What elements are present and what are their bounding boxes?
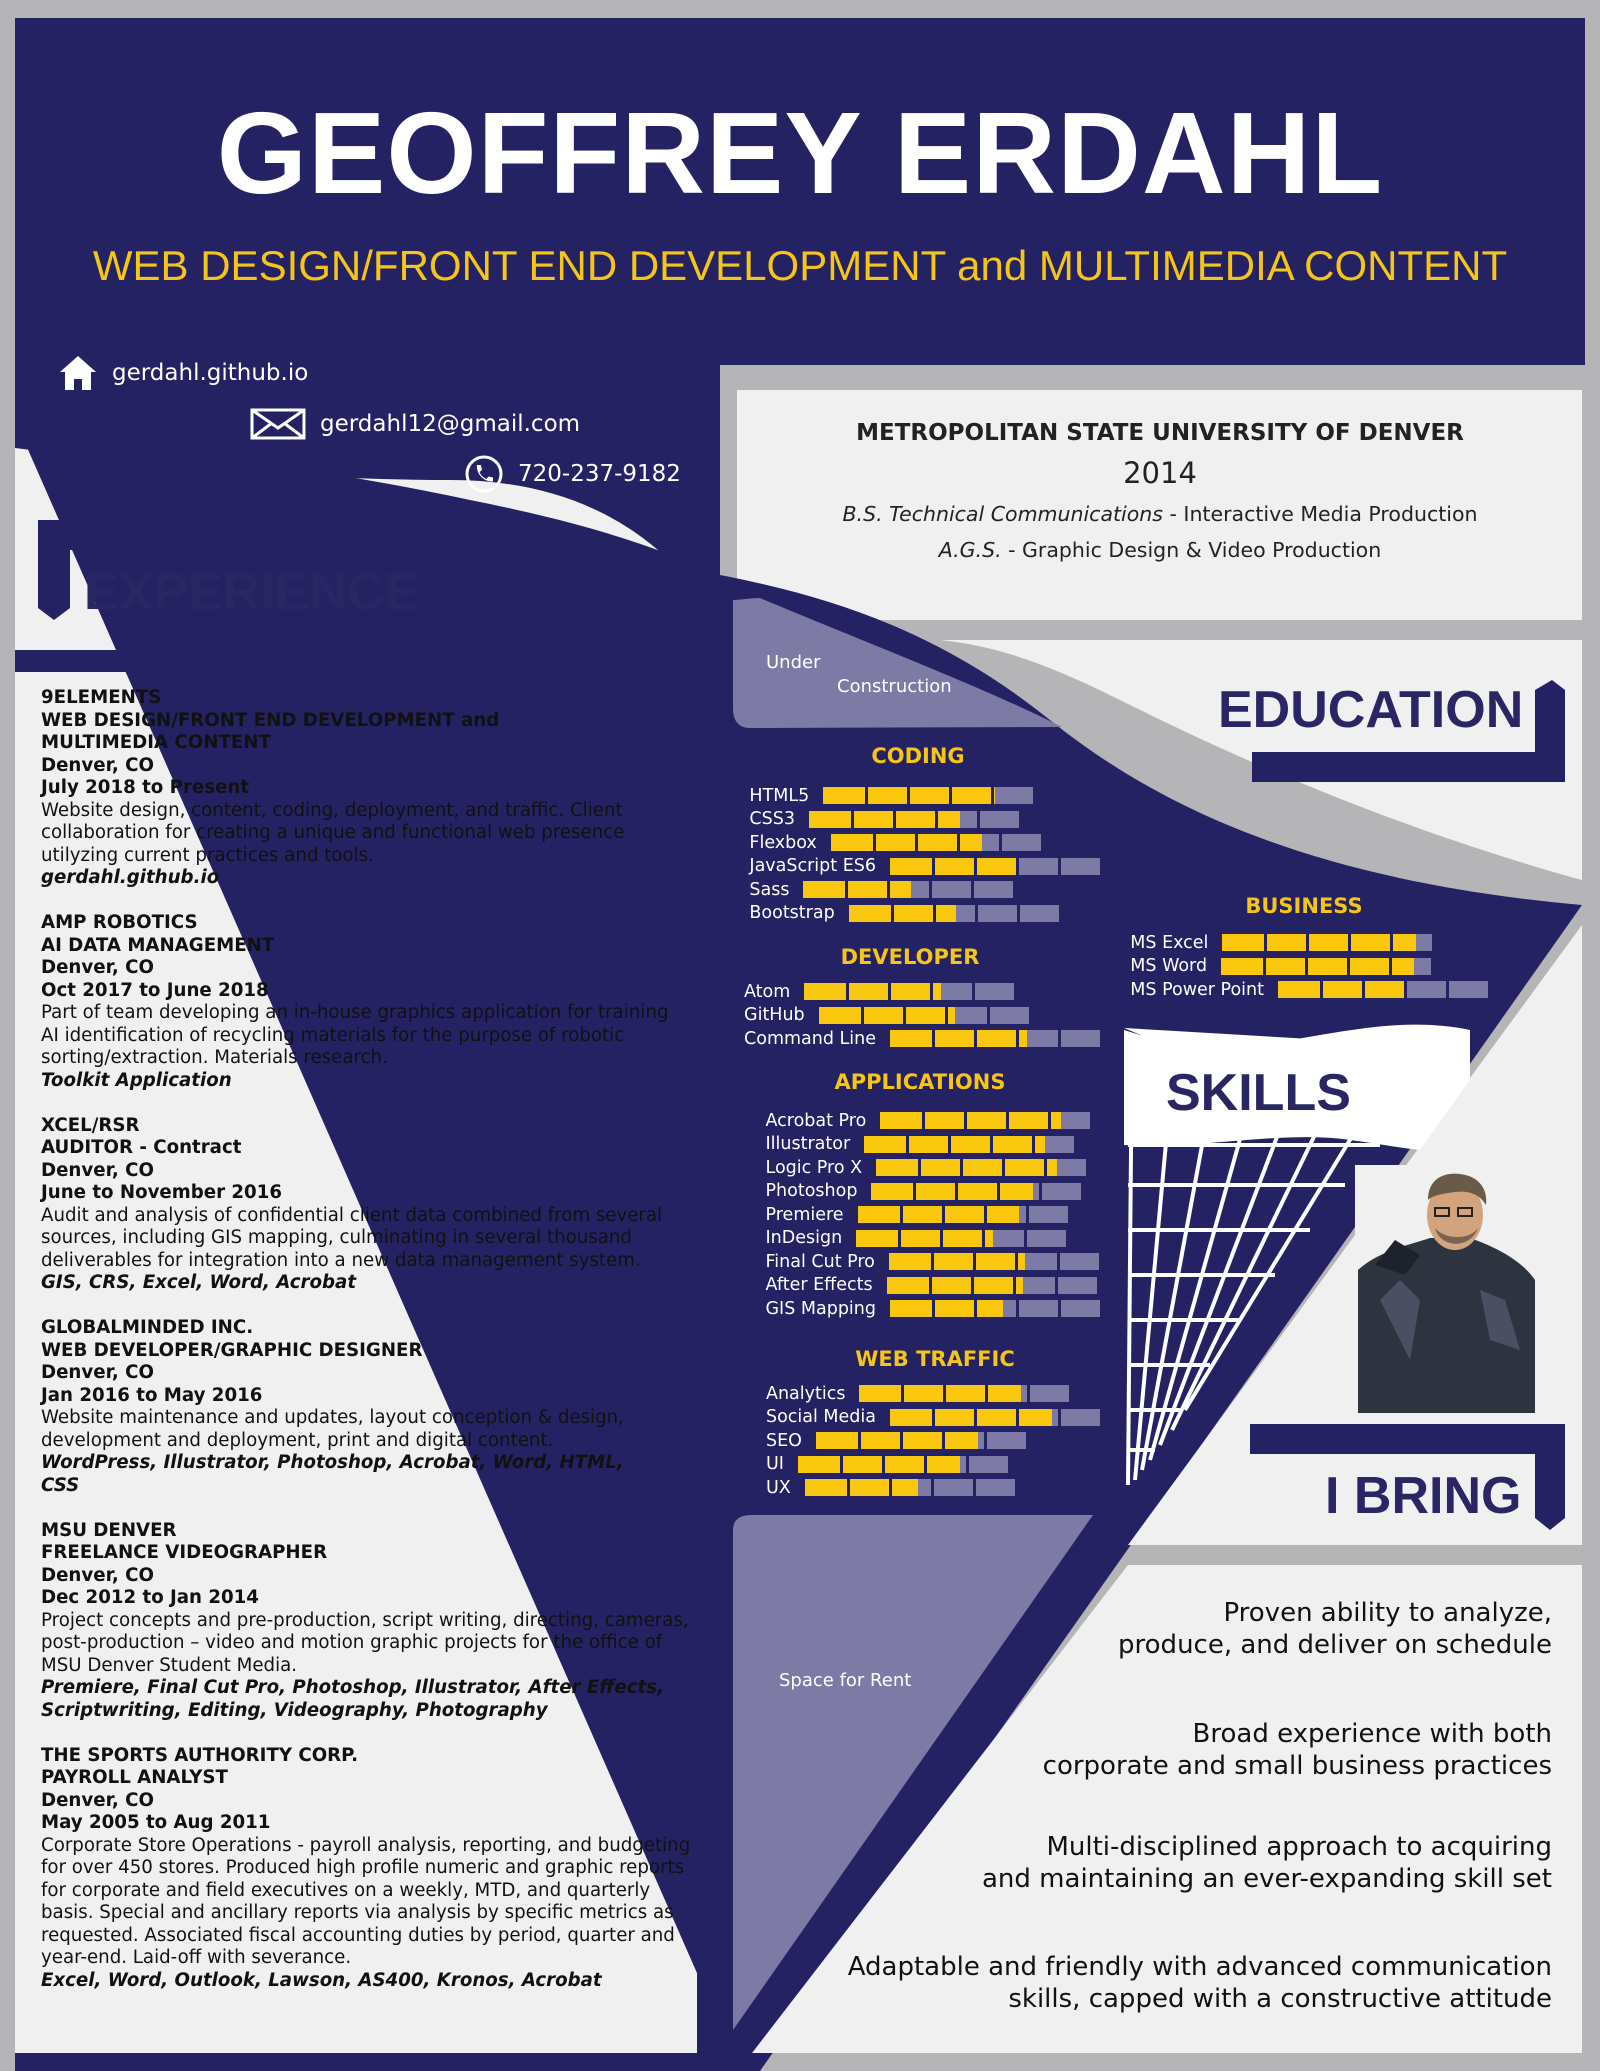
job-description: Project concepts and pre-production, script writing, directing, cameras, post-production – video and motion graphic projects for the office of MSU Denver Student Media. bbox=[41, 1609, 689, 1676]
skill-bar-divider bbox=[940, 1230, 943, 1247]
skill-label: Analytics bbox=[765, 1383, 846, 1404]
skill-bar-divider bbox=[1016, 1030, 1019, 1047]
job-company: AMP ROBOTICS bbox=[41, 912, 198, 933]
candidate-tagline: WEB DESIGN/FRONT END DEVELOPMENT and MULTIMEDIA CONTENT bbox=[92, 242, 1508, 289]
skill-category-title: CODING bbox=[871, 744, 965, 768]
skill-bar-fill bbox=[890, 1409, 1052, 1426]
skill-bar-fill bbox=[1278, 981, 1406, 998]
skill-bar-track bbox=[890, 1030, 1100, 1047]
skill-row bbox=[749, 878, 1100, 902]
skill-bar-track bbox=[887, 1277, 1097, 1294]
skill-row bbox=[1130, 931, 1488, 955]
skill-bar-divider bbox=[974, 1030, 977, 1047]
skill-bar-divider bbox=[1446, 981, 1449, 998]
skill-bar-track bbox=[798, 1456, 1008, 1473]
skill-bar-fill bbox=[858, 1206, 1020, 1223]
skill-label: Logic Pro X bbox=[765, 1157, 863, 1178]
skill-bar-divider bbox=[972, 983, 975, 1000]
i-bring-line: Multi-disciplined approach to acquiring bbox=[1046, 1832, 1552, 1862]
skill-bar-track bbox=[858, 1206, 1068, 1223]
skill-bar-divider bbox=[851, 811, 854, 828]
skill-list-applications bbox=[766, 1109, 1101, 1321]
job-title: FREELANCE VIDEOGRAPHER bbox=[41, 1542, 328, 1563]
skill-bar-divider bbox=[990, 1136, 993, 1153]
skill-bar-track bbox=[880, 1112, 1090, 1129]
job-location: Denver, CO bbox=[41, 754, 154, 776]
skill-bar-divider bbox=[999, 834, 1002, 851]
skill-bar-divider bbox=[907, 787, 910, 804]
job-dates: Dec 2012 to Jan 2014 bbox=[41, 1587, 259, 1608]
skill-label: Premiere bbox=[765, 1204, 844, 1225]
phone-text[interactable]: 720-237-9182 bbox=[518, 461, 681, 487]
skills-heading: SKILLS bbox=[1166, 1064, 1351, 1122]
skill-bar-fill bbox=[859, 1385, 1021, 1402]
skill-row bbox=[1130, 978, 1488, 1002]
skill-bar-divider bbox=[845, 881, 848, 898]
degree-1-detail: - Interactive Media Production bbox=[1162, 502, 1478, 526]
skill-bar-fill bbox=[1221, 958, 1414, 975]
education-heading: EDUCATION bbox=[1218, 681, 1524, 739]
skill-label: Sass bbox=[749, 879, 790, 900]
degree-2 bbox=[735, 538, 1585, 562]
job-dates: Jan 2016 to May 2016 bbox=[41, 1384, 263, 1406]
contact-email[interactable] bbox=[250, 408, 580, 440]
skill-label: UI bbox=[765, 1454, 784, 1475]
skill-label: CSS3 bbox=[749, 809, 795, 830]
job-title: AI DATA MANAGEMENT bbox=[41, 934, 275, 956]
skill-bar-divider bbox=[942, 1432, 945, 1449]
job-tools: Toolkit Application bbox=[41, 1069, 232, 1091]
skill-bar-track bbox=[849, 905, 1059, 922]
skill-bar-divider bbox=[1263, 958, 1266, 975]
experience-heading: EXPERIENCE bbox=[84, 563, 420, 621]
i-bring-line: Broad experience with both bbox=[1192, 1719, 1552, 1749]
skill-bar-fill bbox=[798, 1456, 960, 1473]
profile-photo bbox=[1355, 1165, 1540, 1413]
skill-label: HTML5 bbox=[749, 785, 810, 806]
skill-bar-divider bbox=[906, 1136, 909, 1153]
skill-label: Atom bbox=[744, 981, 791, 1002]
skill-label: InDesign bbox=[765, 1228, 843, 1249]
job-dates: May 2005 to Aug 2011 bbox=[41, 1812, 271, 1833]
skill-category-title: WEB TRAFFIC bbox=[855, 1347, 1015, 1371]
skill-bar-track bbox=[876, 1159, 1086, 1176]
skill-label: JavaScript ES6 bbox=[749, 856, 876, 877]
skill-bar-divider bbox=[942, 1206, 945, 1223]
skill-row bbox=[766, 1429, 1100, 1453]
skill-label: Social Media bbox=[765, 1407, 876, 1428]
phone-icon bbox=[464, 454, 504, 494]
skill-bar-divider bbox=[918, 1159, 921, 1176]
skill-bar-fill bbox=[890, 1030, 1027, 1047]
skill-bar-divider bbox=[974, 858, 977, 875]
job-company: 9ELEMENTS bbox=[41, 687, 162, 708]
skill-row bbox=[749, 808, 1100, 832]
job-company: THE SPORTS AUTHORITY CORP. bbox=[41, 1744, 359, 1766]
skill-bar-divider bbox=[977, 811, 980, 828]
job-item bbox=[41, 1115, 691, 1295]
skill-list-developer bbox=[744, 980, 1100, 1051]
skill-row bbox=[749, 784, 1100, 808]
i-bring-line: and maintaining an ever-expanding skill set bbox=[982, 1864, 1552, 1894]
skill-bar-divider bbox=[1024, 1230, 1027, 1247]
i-bring-heading: I BRING bbox=[1325, 1467, 1522, 1525]
skill-bar-divider bbox=[1389, 958, 1392, 975]
skill-row bbox=[1130, 955, 1488, 979]
skill-row bbox=[749, 902, 1100, 926]
skill-bar-divider bbox=[975, 905, 978, 922]
skill-bar-divider bbox=[1347, 958, 1350, 975]
skill-bar-divider bbox=[960, 1159, 963, 1176]
graduation-year: 2014 bbox=[1123, 456, 1197, 490]
website-text[interactable]: gerdahl.github.io bbox=[112, 360, 309, 386]
skill-bar-track bbox=[816, 1432, 1026, 1449]
home-icon bbox=[58, 354, 98, 392]
job-title: AUDITOR - Contract bbox=[41, 1137, 242, 1158]
skill-bar-track bbox=[859, 1385, 1069, 1402]
skill-bar-divider bbox=[1013, 1277, 1016, 1294]
skill-bar-divider bbox=[1015, 1253, 1018, 1270]
skill-bar-divider bbox=[974, 1409, 977, 1426]
envelope-icon bbox=[250, 408, 306, 440]
job-location: Denver, CO bbox=[41, 1564, 154, 1586]
job-item bbox=[41, 912, 691, 1092]
job-location: Denver, CO bbox=[41, 1789, 154, 1811]
skill-bar-divider bbox=[1055, 1277, 1058, 1294]
skill-bar-divider bbox=[915, 834, 918, 851]
skill-bar-divider bbox=[935, 811, 938, 828]
skill-bar-track bbox=[864, 1136, 1074, 1153]
placeholder-top-line2: Construction bbox=[837, 676, 952, 697]
job-title: WEB DESIGN/FRONT END DEVELOPMENT and MULTIMEDIA CONTENT bbox=[41, 709, 500, 753]
skill-row bbox=[766, 1297, 1101, 1321]
skill-category-title: BUSINESS bbox=[1245, 894, 1363, 918]
skill-bar-divider bbox=[948, 1136, 951, 1153]
job-company: MSU DENVER bbox=[41, 1519, 177, 1541]
skill-label: MS Word bbox=[1130, 956, 1208, 977]
skill-bar-divider bbox=[991, 787, 994, 804]
skill-bar-divider bbox=[932, 858, 935, 875]
skill-bar-track bbox=[890, 1409, 1100, 1426]
skill-bar-fill bbox=[890, 858, 1018, 875]
i-bring-line: Proven ability to analyze, bbox=[1223, 1598, 1552, 1628]
skill-list-web-traffic bbox=[766, 1382, 1100, 1500]
i-bring-line: Adaptable and friendly with advanced communication bbox=[847, 1952, 1552, 1982]
skill-row bbox=[744, 1027, 1100, 1051]
skill-bar-divider bbox=[1404, 981, 1407, 998]
skill-bar-fill bbox=[889, 1253, 1026, 1270]
job-company: XCEL/RSR bbox=[41, 1114, 140, 1136]
job-dates: June to November 2016 bbox=[41, 1182, 282, 1203]
skill-bar-divider bbox=[1027, 1385, 1030, 1402]
skill-bar-fill bbox=[816, 1432, 978, 1449]
skill-bar-track bbox=[1221, 958, 1431, 975]
skill-label: Command Line bbox=[744, 1028, 876, 1049]
skill-bar-divider bbox=[930, 983, 933, 1000]
degree-1-name: B.S. Technical Communications bbox=[842, 502, 1163, 526]
skill-row bbox=[766, 1274, 1101, 1298]
skill-bar-divider bbox=[984, 1206, 987, 1223]
job-location: Denver, CO bbox=[41, 1362, 154, 1383]
skill-bar-divider bbox=[889, 1479, 892, 1496]
skill-row bbox=[749, 855, 1100, 879]
skill-bar-divider bbox=[1026, 1206, 1029, 1223]
skill-bar-divider bbox=[955, 1183, 958, 1200]
job-company: GLOBALMINDED INC. bbox=[41, 1317, 254, 1338]
i-bring-line: skills, capped with a constructive attitude bbox=[1008, 1984, 1552, 2014]
skill-label: Acrobat Pro bbox=[765, 1110, 867, 1131]
skill-bar-divider bbox=[973, 1479, 976, 1496]
job-item bbox=[41, 1520, 691, 1723]
skill-bar-divider bbox=[1002, 1159, 1005, 1176]
job-dates: July 2018 to Present bbox=[41, 777, 250, 798]
job-tools: Premiere, Final Cut Pro, Photoshop, Illustrator, After Effects, Scriptwriting, Editing, Videography, Photography bbox=[41, 1677, 664, 1721]
skill-bar-fill bbox=[856, 1230, 993, 1247]
skill-bar-divider bbox=[964, 1112, 967, 1129]
skill-bar-divider bbox=[1044, 1159, 1047, 1176]
skill-bar-divider bbox=[949, 787, 952, 804]
school-name: METROPOLITAN STATE UNIVERSITY OF DENVER bbox=[856, 420, 1464, 446]
job-item bbox=[41, 687, 691, 890]
skill-bar-divider bbox=[929, 881, 932, 898]
skill-bar-divider bbox=[932, 1030, 935, 1047]
job-tools: gerdahl.github.io bbox=[41, 867, 220, 888]
skill-label: GIS Mapping bbox=[765, 1298, 876, 1319]
skill-label: SEO bbox=[765, 1430, 802, 1451]
skill-row bbox=[766, 1453, 1100, 1477]
skill-bar-divider bbox=[1016, 1300, 1019, 1317]
skill-bar-divider bbox=[900, 1432, 903, 1449]
skill-bar-divider bbox=[898, 1230, 901, 1247]
skill-row bbox=[766, 1476, 1100, 1500]
skill-bar-divider bbox=[891, 905, 894, 922]
skill-bar-divider bbox=[1032, 1136, 1035, 1153]
skill-bar-track bbox=[890, 858, 1100, 875]
i-bring-line: corporate and small business practices bbox=[1042, 1751, 1552, 1781]
skill-bar-divider bbox=[1039, 1183, 1042, 1200]
skill-row bbox=[749, 831, 1100, 855]
skill-label: Photoshop bbox=[765, 1181, 858, 1202]
job-description: Website design, content, coding, deployment, and traffic. Client collaboration for creating a unique and functional web presence utilyzing current practices and tools. bbox=[41, 799, 625, 866]
degree-2-name: A.G.S. bbox=[938, 538, 1002, 562]
skill-row bbox=[744, 980, 1100, 1004]
skill-bar-divider bbox=[1390, 934, 1393, 951]
skill-bar-divider bbox=[966, 1456, 969, 1473]
skill-bar-divider bbox=[1006, 1112, 1009, 1129]
skill-bar-divider bbox=[887, 881, 890, 898]
skill-bar-divider bbox=[974, 1300, 977, 1317]
skill-bar-divider bbox=[1016, 858, 1019, 875]
skill-bar-divider bbox=[1058, 1300, 1061, 1317]
skill-bar-track bbox=[831, 834, 1041, 851]
skill-label: Bootstrap bbox=[749, 903, 835, 924]
i-bring-point bbox=[848, 1951, 1552, 2015]
skill-bar-track bbox=[856, 1230, 1066, 1247]
skill-row bbox=[766, 1203, 1101, 1227]
skill-bar-divider bbox=[932, 1300, 935, 1317]
skill-bar-fill bbox=[804, 983, 941, 1000]
skill-bar-divider bbox=[945, 1007, 948, 1024]
degree-1 bbox=[735, 502, 1585, 526]
skill-bar-divider bbox=[865, 787, 868, 804]
skill-bar-fill bbox=[819, 1007, 956, 1024]
job-description: Audit and analysis of confidential client data combined from several sources, including GIS mapping, culminating in several thousand deliverables for integration into a new data management system. bbox=[41, 1204, 663, 1271]
skill-row bbox=[766, 1227, 1101, 1251]
skill-bar-divider bbox=[901, 1385, 904, 1402]
skill-bar-divider bbox=[847, 1479, 850, 1496]
skill-bar-divider bbox=[1016, 1409, 1019, 1426]
skill-bar-divider bbox=[985, 1385, 988, 1402]
skill-label: UX bbox=[765, 1477, 791, 1498]
job-item bbox=[41, 1317, 691, 1497]
skill-category-title: APPLICATIONS bbox=[834, 1070, 1006, 1094]
skill-bar-fill bbox=[880, 1112, 1061, 1129]
skill-bar-divider bbox=[1264, 934, 1267, 951]
skill-bar-divider bbox=[888, 983, 891, 1000]
job-item bbox=[41, 1745, 691, 1993]
skill-row bbox=[766, 1406, 1100, 1430]
skill-row bbox=[766, 1250, 1101, 1274]
skill-bar-track bbox=[823, 787, 1033, 804]
job-location: Denver, CO bbox=[41, 957, 154, 978]
skill-bar-divider bbox=[933, 905, 936, 922]
skill-bar-divider bbox=[922, 1112, 925, 1129]
skill-label: Flexbox bbox=[749, 832, 817, 853]
skill-bar-divider bbox=[982, 1230, 985, 1247]
skill-bar-fill bbox=[864, 1136, 1045, 1153]
skill-bar-track bbox=[803, 881, 1013, 898]
contact-phone[interactable] bbox=[464, 454, 681, 494]
email-text[interactable]: gerdahl12@gmail.com bbox=[320, 411, 581, 437]
skill-bar-divider bbox=[1058, 1409, 1061, 1426]
skill-list-coding bbox=[749, 784, 1100, 925]
skill-bar-track bbox=[819, 1007, 1029, 1024]
skill-bar-divider bbox=[997, 1183, 1000, 1200]
education-block bbox=[735, 420, 1585, 562]
skill-bar-divider bbox=[929, 1277, 932, 1294]
skill-bar-fill bbox=[1222, 934, 1415, 951]
skill-bar-track bbox=[1278, 981, 1488, 998]
skill-bar-divider bbox=[957, 834, 960, 851]
skill-bar-divider bbox=[1306, 934, 1309, 951]
i-bring-point bbox=[1118, 1597, 1552, 1661]
job-tools: Excel, Word, Outlook, Lawson, AS400, Kronos, Acrobat bbox=[41, 1969, 602, 1991]
skill-bar-divider bbox=[971, 1277, 974, 1294]
skill-bar-divider bbox=[932, 1409, 935, 1426]
skill-bar-divider bbox=[913, 1183, 916, 1200]
skill-bar-fill bbox=[887, 1277, 1024, 1294]
skill-bar-track bbox=[871, 1183, 1081, 1200]
skill-bar-fill bbox=[871, 1183, 1033, 1200]
job-description: Corporate Store Operations - payroll analysis, reporting, and budgeting for over 450 stores. Produced high profile numeric and graphic reports for corporate and field executives on a weekly, MTD, and quarterly basis. Special and ancillary reports via analysis by specific metrics as requested. Associated fiscal accounting duties by period, quarter and year-end. Laid-off with severance. bbox=[41, 1834, 691, 1968]
job-description: Website maintenance and updates, layout conception & design, development and deployment, print and digital content. bbox=[41, 1407, 624, 1451]
skill-bar-fill bbox=[890, 1300, 1003, 1317]
skill-label: Illustrator bbox=[765, 1134, 851, 1155]
job-dates: Oct 2017 to June 2018 bbox=[41, 979, 269, 1001]
job-location: Denver, CO bbox=[41, 1159, 154, 1181]
job-description: Part of team developing an in-house graphics application for training AI identification of recycling materials for the purpose of robotic sorting/extraction. Materials research. bbox=[41, 1002, 669, 1068]
skill-bar-divider bbox=[943, 1385, 946, 1402]
skill-bar-divider bbox=[1320, 981, 1323, 998]
job-title: WEB DEVELOPER/GRAPHIC DESIGNER bbox=[41, 1339, 423, 1361]
skill-bar-divider bbox=[1048, 1112, 1051, 1129]
placeholder-bottom-text: Space for Rent bbox=[779, 1670, 912, 1691]
degree-2-detail: - Graphic Design & Video Production bbox=[1001, 538, 1382, 562]
skill-bar-divider bbox=[873, 834, 876, 851]
skill-label: Final Cut Pro bbox=[765, 1251, 875, 1272]
skill-bar-track bbox=[889, 1253, 1099, 1270]
skill-bar-divider bbox=[973, 1253, 976, 1270]
i-bring-line: produce, and deliver on schedule bbox=[1118, 1630, 1552, 1660]
skill-category-title: DEVELOPER bbox=[840, 945, 980, 969]
skill-bar-fill bbox=[803, 881, 910, 898]
skill-bar-divider bbox=[858, 1432, 861, 1449]
skill-row bbox=[766, 1109, 1101, 1133]
skill-bar-fill bbox=[805, 1479, 918, 1496]
candidate-name: GEOFFREY ERDAHL bbox=[216, 88, 1384, 218]
skill-bar-fill bbox=[849, 905, 956, 922]
skill-row bbox=[766, 1156, 1101, 1180]
skill-bar-divider bbox=[1058, 1030, 1061, 1047]
experience-list bbox=[41, 687, 691, 2015]
skill-bar-divider bbox=[971, 881, 974, 898]
skill-label: GitHub bbox=[744, 1005, 805, 1026]
skill-bar-track bbox=[809, 811, 1019, 828]
skill-row bbox=[766, 1133, 1101, 1157]
skill-bar-fill bbox=[876, 1159, 1057, 1176]
job-tools: WordPress, Illustrator, Photoshop, Acrobat, Word, HTML, CSS bbox=[41, 1452, 624, 1496]
job-tools: GIS, CRS, Excel, Word, Acrobat bbox=[41, 1272, 357, 1293]
i-bring-point bbox=[1043, 1718, 1552, 1782]
skill-bar-divider bbox=[893, 811, 896, 828]
skill-bar-divider bbox=[900, 1206, 903, 1223]
skill-label: After Effects bbox=[765, 1275, 873, 1296]
skill-bar-divider bbox=[1058, 858, 1061, 875]
skill-bar-divider bbox=[987, 1007, 990, 1024]
skill-bar-divider bbox=[1362, 981, 1365, 998]
skill-bar-divider bbox=[931, 1479, 934, 1496]
skill-bar-divider bbox=[924, 1456, 927, 1473]
skill-bar-track bbox=[890, 1300, 1100, 1317]
skill-bar-divider bbox=[903, 1007, 906, 1024]
skill-bar-divider bbox=[882, 1456, 885, 1473]
skill-bar-track bbox=[1222, 934, 1432, 951]
skill-bar-divider bbox=[861, 1007, 864, 1024]
placeholder-top-line1: Under bbox=[766, 652, 821, 673]
i-bring-point bbox=[982, 1831, 1552, 1895]
skill-label: MS Power Point bbox=[1130, 979, 1264, 1000]
skill-row bbox=[766, 1382, 1100, 1406]
skill-list-business bbox=[1130, 931, 1488, 1002]
skill-bar-divider bbox=[931, 1253, 934, 1270]
skill-bar-divider bbox=[1057, 1253, 1060, 1270]
skill-bar-track bbox=[804, 983, 1014, 1000]
skill-row bbox=[744, 1004, 1100, 1028]
skill-bar-track bbox=[805, 1479, 1015, 1496]
skill-bar-divider bbox=[1348, 934, 1351, 951]
skill-bar-divider bbox=[984, 1432, 987, 1449]
skill-bar-divider bbox=[1305, 958, 1308, 975]
job-title: PAYROLL ANALYST bbox=[41, 1767, 228, 1788]
contact-website[interactable] bbox=[58, 354, 308, 392]
skill-bar-divider bbox=[1017, 905, 1020, 922]
skill-row bbox=[766, 1180, 1101, 1204]
skill-bar-divider bbox=[840, 1456, 843, 1473]
skill-bar-divider bbox=[846, 983, 849, 1000]
skill-label: MS Excel bbox=[1130, 932, 1209, 953]
